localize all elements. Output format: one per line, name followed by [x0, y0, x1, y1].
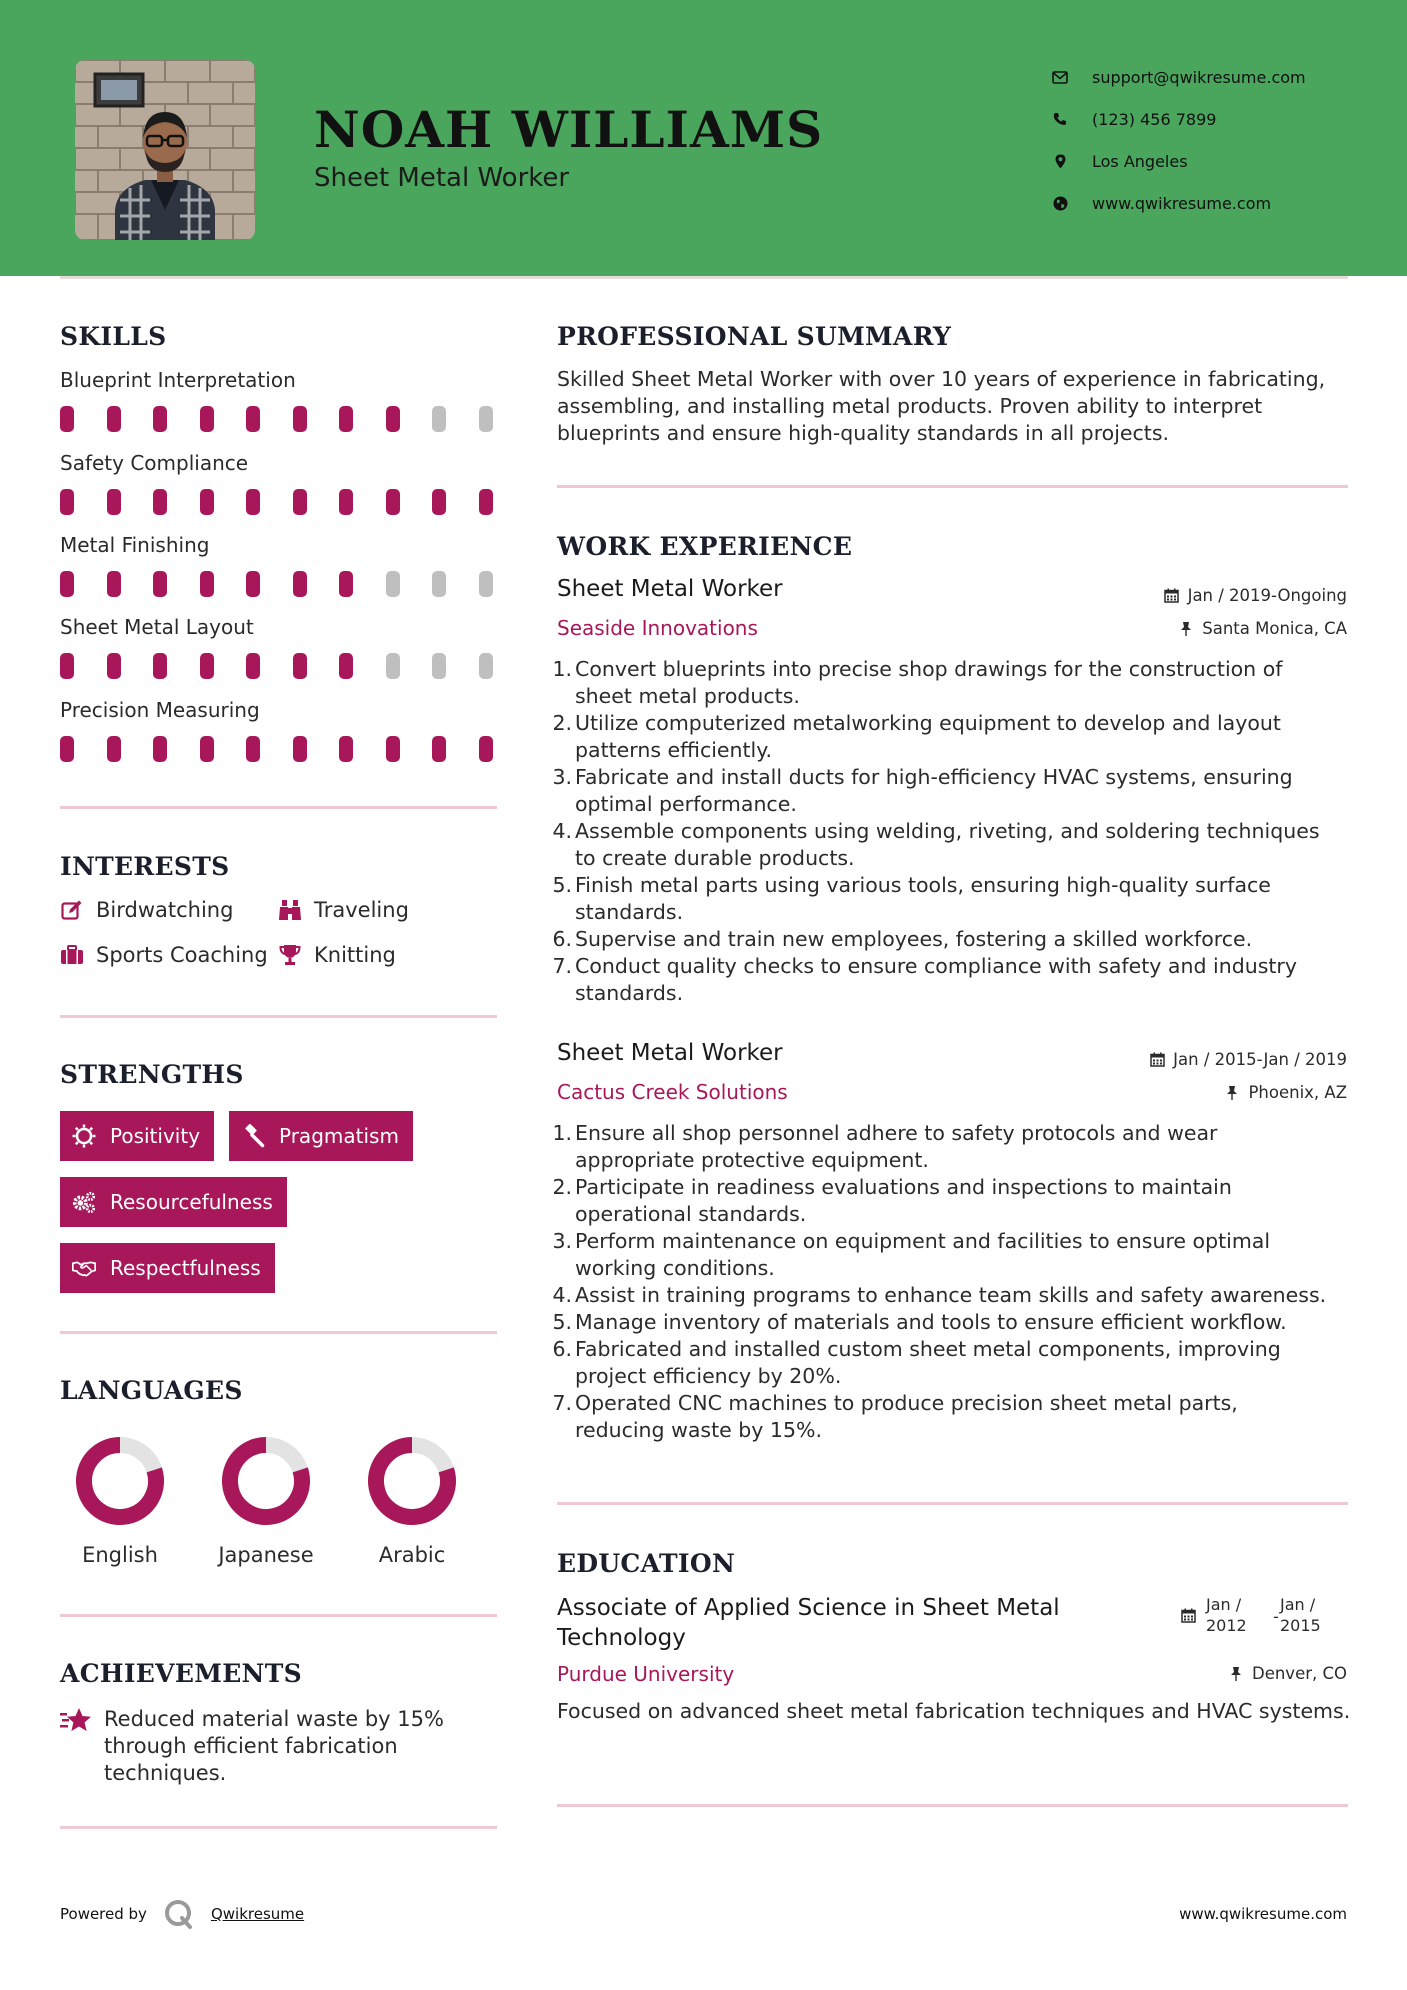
- skill-dot-filled: [60, 489, 74, 515]
- skill-dot-filled: [200, 489, 214, 515]
- skill-dot-filled: [386, 736, 400, 762]
- skill-dot-filled: [60, 571, 74, 597]
- skills-heading: SKILLS: [60, 322, 167, 351]
- calendar-icon: [1149, 1052, 1165, 1068]
- list-number: 6.: [552, 1337, 572, 1361]
- list-text-line: operational standards.: [575, 1202, 807, 1226]
- skill-dot-filled: [432, 489, 446, 515]
- list-text-line: Ensure all shop personnel adhere to safety protocols and wear: [575, 1121, 1218, 1145]
- sun-icon: [72, 1124, 96, 1148]
- candidate-name: NOAH WILLIAMS: [314, 100, 824, 159]
- globe-icon: [1048, 193, 1072, 213]
- date-part: 2012: [1206, 1616, 1247, 1635]
- skill-dot-filled: [153, 406, 167, 432]
- education-description: Focused on advanced sheet metal fabrication techniques and HVAC systems.: [557, 1699, 1351, 1723]
- date-part: Jan /: [1206, 1595, 1242, 1614]
- skill-dot-empty: [432, 653, 446, 679]
- skill-dot-filled: [153, 489, 167, 515]
- interest-item: [278, 898, 409, 922]
- powered-by-label: Powered by: [60, 1905, 147, 1923]
- skill-dot-empty: [386, 571, 400, 597]
- skill-dot-filled: [107, 653, 121, 679]
- list-text-line: Assemble components using welding, riveting, and soldering techniques: [575, 819, 1320, 843]
- interest-item: [60, 943, 268, 967]
- trophy-icon: [278, 943, 302, 967]
- strengths-heading: STRENGTHS: [60, 1060, 244, 1089]
- skill-dot-filled: [339, 571, 353, 597]
- contact-email-text: support@qwikresume.com: [1092, 67, 1306, 87]
- contact-phone-text: (123) 456 7899: [1092, 109, 1217, 129]
- list-item: [550, 953, 1350, 1007]
- skill-dot-filled: [339, 653, 353, 679]
- achievements-heading: ACHIEVEMENTS: [60, 1659, 302, 1688]
- section-divider: [60, 806, 497, 809]
- skill-dot-empty: [432, 571, 446, 597]
- skill-dot-filled: [339, 489, 353, 515]
- list-text-line: Fabricated and installed custom sheet metal components, improving: [575, 1337, 1281, 1361]
- list-text-line: standards.: [575, 981, 684, 1005]
- education-dates: [1180, 1594, 1352, 1638]
- star-award-icon: [60, 1706, 94, 1736]
- list-number: 7.: [552, 954, 572, 978]
- interest-label: Traveling: [314, 898, 409, 922]
- skill-dot-filled: [246, 653, 260, 679]
- contact-website-text: www.qwikresume.com: [1092, 193, 1272, 213]
- list-number: 1.: [552, 1121, 572, 1145]
- qwikresume-link[interactable]: Qwikresume: [210, 1905, 305, 1923]
- list-item: [550, 764, 1350, 818]
- list-item: [550, 1120, 1350, 1174]
- skill-name: Metal Finishing: [60, 533, 210, 557]
- list-number: 5.: [552, 1310, 572, 1334]
- pushpin-icon: [1224, 1085, 1240, 1101]
- edit-icon: [60, 898, 84, 922]
- strength-tag: [229, 1111, 413, 1161]
- pushpin-icon: [1178, 621, 1194, 637]
- job-location: [1178, 619, 1347, 638]
- contact-phone[interactable]: [1048, 98, 1368, 140]
- skill-dot-filled: [107, 736, 121, 762]
- section-divider: [60, 1826, 497, 1829]
- list-text-line: patterns efficiently.: [575, 738, 772, 762]
- skill-name: Safety Compliance: [60, 451, 249, 475]
- skill-dot-filled: [107, 489, 121, 515]
- summary-text: Skilled Sheet Metal Worker with over 10 years of experience in fabricating, assembling, and installing metal products. Proven ability to interpret blueprints and ensure high-quality standards in all projects.: [557, 367, 1326, 445]
- list-number: 4.: [552, 819, 572, 843]
- list-text-line: appropriate protective equipment.: [575, 1148, 929, 1172]
- job-location: [1224, 1083, 1347, 1102]
- summary-heading: PROFESSIONAL SUMMARY: [557, 322, 952, 351]
- education-location-text: Denver, CO: [1251, 1664, 1347, 1683]
- language-name: Japanese: [218, 1543, 314, 1567]
- achievement-text: Reduced material waste by 15% through efficient fabrication techniques.: [104, 1707, 444, 1785]
- list-number: 7.: [552, 1391, 572, 1415]
- skill-dot-empty: [386, 653, 400, 679]
- achievement-item: [60, 1706, 500, 1787]
- skill-name: Sheet Metal Layout: [60, 615, 254, 639]
- skill-name: Blueprint Interpretation: [60, 368, 296, 392]
- education-location: [1228, 1664, 1347, 1683]
- strength-label: Pragmatism: [279, 1124, 399, 1148]
- phone-icon: [1048, 109, 1072, 129]
- skill-rating: [60, 571, 500, 597]
- section-divider: [60, 1614, 497, 1617]
- list-text-line: Assist in training programs to enhance team skills and safety awareness.: [575, 1283, 1327, 1307]
- qwikresume-logo-icon: [163, 1898, 195, 1930]
- list-item: [550, 818, 1350, 872]
- job-dates: [1149, 1050, 1347, 1069]
- list-item: [550, 926, 1350, 953]
- skill-dot-empty: [479, 653, 493, 679]
- skill-rating: [60, 489, 500, 515]
- skill-dot-empty: [432, 406, 446, 432]
- skill-dot-filled: [293, 489, 307, 515]
- skill-dot-filled: [432, 736, 446, 762]
- job-location-text: Phoenix, AZ: [1248, 1083, 1347, 1102]
- list-item: [550, 1309, 1350, 1336]
- section-divider: [557, 1502, 1348, 1505]
- list-text-line: optimal performance.: [575, 792, 797, 816]
- language-name: Arabic: [378, 1543, 446, 1567]
- list-text-line: Finish metal parts using various tools, ensuring high-quality surface: [575, 873, 1271, 897]
- list-number: 6.: [552, 927, 572, 951]
- skill-dot-filled: [153, 653, 167, 679]
- language-name: English: [82, 1543, 158, 1567]
- job-dates-text: Jan / 2019-Ongoing: [1187, 586, 1347, 605]
- gavel-icon: [241, 1124, 265, 1148]
- contact-location-text: Los Angeles: [1092, 151, 1188, 171]
- list-text-line: project efficiency by 20%.: [575, 1364, 842, 1388]
- list-item: [550, 1390, 1350, 1444]
- list-number: 5.: [552, 873, 572, 897]
- education-heading: EDUCATION: [557, 1549, 736, 1578]
- interest-label: Knitting: [314, 943, 396, 967]
- cogs-icon: [72, 1190, 96, 1214]
- section-divider: [557, 485, 1348, 488]
- contact-email[interactable]: [1048, 56, 1368, 98]
- list-text-line: Perform maintenance on equipment and facilities to ensure optimal: [575, 1229, 1271, 1253]
- skill-rating: [60, 406, 500, 432]
- skill-dot-filled: [386, 406, 400, 432]
- languages-heading: LANGUAGES: [60, 1376, 243, 1405]
- section-divider: [557, 1804, 1348, 1807]
- job-title: Sheet Metal Worker: [557, 576, 783, 602]
- job-location-text: Santa Monica, CA: [1202, 619, 1347, 638]
- degree-line: Associate of Applied Science in Sheet Metal: [557, 1595, 1060, 1621]
- list-item: [550, 656, 1350, 710]
- skill-dot-filled: [479, 736, 493, 762]
- section-divider: [60, 1015, 497, 1018]
- list-text-line: reducing waste by 15%.: [575, 1418, 823, 1442]
- skill-dot-filled: [293, 571, 307, 597]
- interests-heading: INTERESTS: [60, 852, 230, 881]
- list-number: 1.: [552, 657, 572, 681]
- interest-label: Birdwatching: [96, 898, 234, 922]
- language-level-ring: [221, 1436, 311, 1526]
- list-text-line: Supervise and train new employees, fostering a skilled workforce.: [575, 927, 1253, 951]
- school-name: Purdue University: [557, 1662, 735, 1686]
- skill-dot-filled: [246, 406, 260, 432]
- pushpin-icon: [1228, 1666, 1244, 1682]
- job-dates: [1164, 586, 1347, 605]
- skill-dot-filled: [293, 653, 307, 679]
- list-text-line: Operated CNC machines to produce precision sheet metal parts,: [575, 1391, 1238, 1415]
- list-item: [550, 1282, 1350, 1309]
- list-number: 4.: [552, 1283, 572, 1307]
- list-text-line: sheet metal products.: [575, 684, 800, 708]
- interest-item: [60, 898, 233, 922]
- language-level-ring: [367, 1436, 457, 1526]
- candidate-role: Sheet Metal Worker: [314, 163, 570, 193]
- job-duties-list: [550, 1120, 1350, 1444]
- skill-dot-filled: [107, 571, 121, 597]
- skill-dot-filled: [339, 406, 353, 432]
- section-divider: [60, 1331, 497, 1334]
- briefcase-icon: [60, 943, 84, 967]
- education-end-date: [1280, 1594, 1321, 1636]
- footer-powered-by: [60, 1898, 304, 1930]
- skill-rating: [60, 736, 500, 762]
- skill-dot-filled: [479, 489, 493, 515]
- skill-dot-filled: [339, 736, 353, 762]
- strength-label: Positivity: [110, 1124, 201, 1148]
- skill-dot-filled: [60, 653, 74, 679]
- list-text-line: Participate in readiness evaluations and inspections to maintain: [575, 1175, 1232, 1199]
- education-start-date: [1206, 1594, 1247, 1636]
- language-level-ring: [75, 1436, 165, 1526]
- skill-dot-empty: [479, 571, 493, 597]
- handshake-icon: [72, 1256, 96, 1280]
- degree-title: [557, 1593, 1117, 1653]
- list-number: 2.: [552, 1175, 572, 1199]
- list-item: [550, 1228, 1350, 1282]
- interest-item: [278, 943, 396, 967]
- footer-url[interactable]: www.qwikresume.com: [1179, 1905, 1347, 1923]
- skill-dot-filled: [386, 489, 400, 515]
- date-separator: -: [1273, 1607, 1279, 1626]
- skill-dot-filled: [200, 736, 214, 762]
- experience-heading: WORK EXPERIENCE: [557, 532, 853, 561]
- list-item: [550, 1174, 1350, 1228]
- list-text-line: Utilize computerized metalworking equipment to develop and layout: [575, 711, 1281, 735]
- skill-dot-filled: [153, 736, 167, 762]
- job-dates-text: Jan / 2015-Jan / 2019: [1173, 1050, 1347, 1069]
- list-item: [550, 1336, 1350, 1390]
- list-text-line: working conditions.: [575, 1256, 775, 1280]
- skill-dot-filled: [153, 571, 167, 597]
- profile-photo: [75, 60, 255, 240]
- map-marker-icon: [1048, 151, 1072, 171]
- skill-dot-filled: [60, 736, 74, 762]
- contact-location: [1048, 140, 1368, 182]
- degree-line: Technology: [557, 1625, 686, 1651]
- calendar-icon: [1164, 588, 1180, 604]
- contact-website[interactable]: [1048, 182, 1368, 224]
- list-text-line: Convert blueprints into precise shop drawings for the construction of: [575, 657, 1283, 681]
- skill-dot-filled: [200, 571, 214, 597]
- strength-label: Respectfulness: [110, 1256, 261, 1280]
- company-name: Cactus Creek Solutions: [557, 1080, 788, 1104]
- strength-label: Resourcefulness: [110, 1190, 273, 1214]
- skill-dot-filled: [107, 406, 121, 432]
- skill-rating: [60, 653, 500, 679]
- skill-name: Precision Measuring: [60, 698, 260, 722]
- date-part: 2015: [1280, 1616, 1321, 1635]
- envelope-icon: [1048, 67, 1072, 87]
- strength-tag: [60, 1111, 214, 1161]
- strength-tag: [60, 1177, 287, 1227]
- list-text-line: Fabricate and install ducts for high-efficiency HVAC systems, ensuring: [575, 765, 1293, 789]
- skill-dot-filled: [293, 736, 307, 762]
- job-title: Sheet Metal Worker: [557, 1040, 783, 1066]
- skill-dot-filled: [200, 653, 214, 679]
- contact-list: [1048, 56, 1368, 224]
- calendar-icon: [1181, 1607, 1196, 1628]
- strength-tag: [60, 1243, 275, 1293]
- list-text-line: standards.: [575, 900, 684, 924]
- skill-dot-filled: [200, 406, 214, 432]
- list-number: 3.: [552, 765, 572, 789]
- list-text-line: Conduct quality checks to ensure compliance with safety and industry: [575, 954, 1297, 978]
- skill-dot-empty: [479, 406, 493, 432]
- skill-dot-filled: [246, 571, 260, 597]
- header-divider: [60, 276, 1348, 279]
- list-item: [550, 710, 1350, 764]
- interest-label: Sports Coaching: [96, 943, 268, 967]
- skill-dot-filled: [60, 406, 74, 432]
- job-duties-list: [550, 656, 1350, 1007]
- skill-dot-filled: [246, 489, 260, 515]
- date-part: Jan /: [1280, 1595, 1316, 1614]
- list-text-line: Manage inventory of materials and tools to ensure efficient workflow.: [575, 1310, 1287, 1334]
- list-text-line: to create durable products.: [575, 846, 855, 870]
- skill-dot-filled: [246, 736, 260, 762]
- list-item: [550, 872, 1350, 926]
- list-number: 3.: [552, 1229, 572, 1253]
- company-name: Seaside Innovations: [557, 616, 758, 640]
- binoculars-icon: [278, 898, 302, 922]
- skill-dot-filled: [293, 406, 307, 432]
- list-number: 2.: [552, 711, 572, 735]
